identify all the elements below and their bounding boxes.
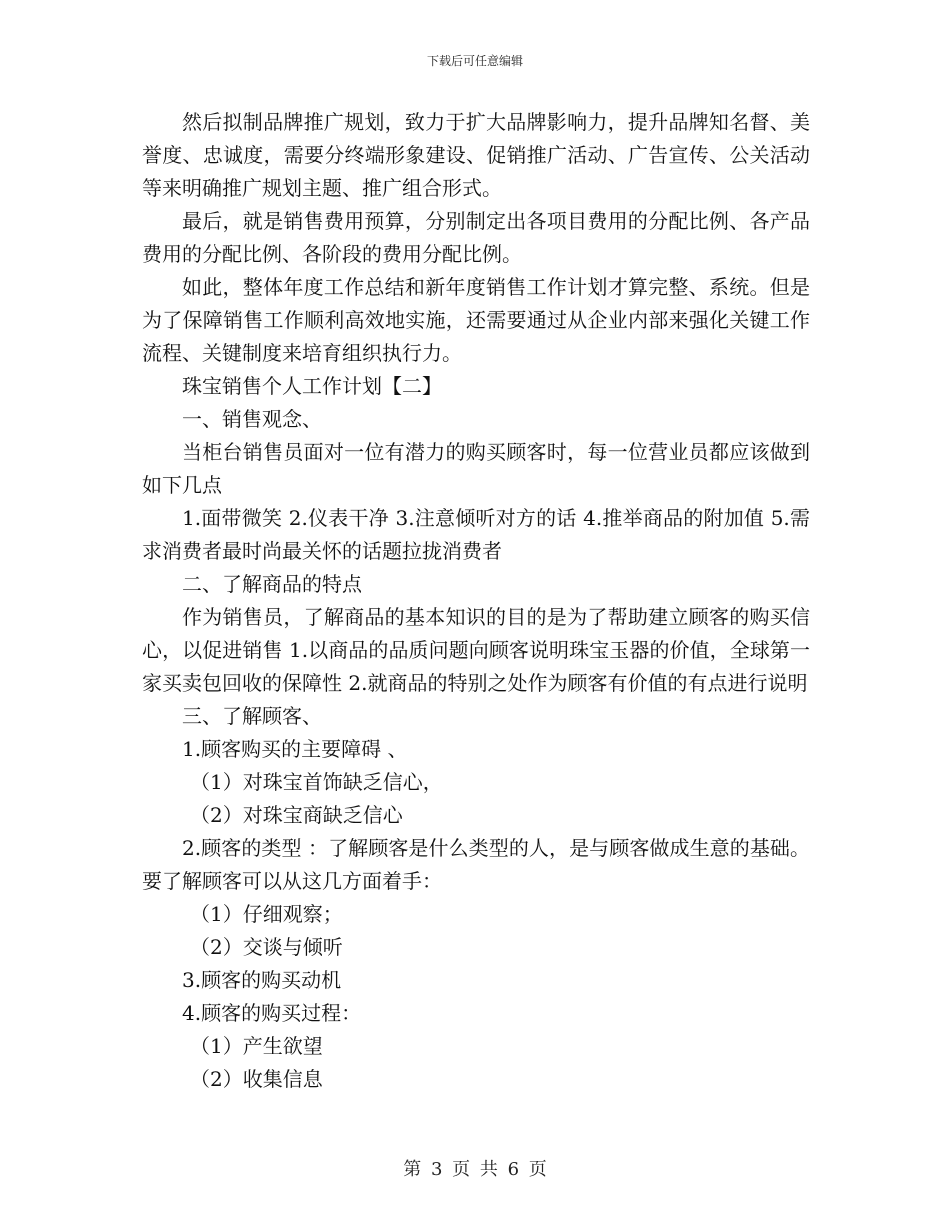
page-number: 第 3 页 共 6 页 — [403, 1159, 547, 1180]
list-item: （1）对珠宝首饰缺乏信心， — [190, 770, 443, 794]
list-item: （2）交谈与倾听 — [190, 935, 343, 959]
paragraph-brand-promotion: 然后拟制品牌推广规划，致力于扩大品牌影响力，提升品牌知名督、美誉度、忠诚度，需要分终端形象建设、促销推广活动、广告宣传、公关活动等来明确推广规划主题、推广组合形式。 — [142, 110, 810, 200]
list-item: 3.顾客的购买动机 — [182, 968, 342, 992]
heading-know-customers: 三、了解顾客、 — [182, 704, 322, 728]
list-item: 2.顾客的类型 ：了解顾客是什么类型的人，是与顾客做成生意的基础。要了解顾客可以从这几方面着手： — [142, 836, 810, 893]
list-item: （1）仔细观察； — [190, 902, 343, 926]
list-item: （2）收集信息 — [190, 1067, 323, 1091]
paragraph-sales-concept: 当柜台销售员面对一位有潜力的购买顾客时，每一位营业员都应该做到如下几点 — [142, 440, 810, 497]
paragraph-conclusion: 如此，整体年度工作总结和新年度销售工作计划才算完整、系统。但是为了保障销售工作顺利高效地实施，还需要通过从企业内部来强化关键工作流程、关键制度来培育组织执行力。 — [142, 275, 810, 365]
page-header: 下载后可任意编辑 — [426, 54, 523, 68]
paragraph-sales-budget: 最后，就是销售费用预算，分别制定出各项目费用的分配比例、各产品费用的分配比例、各阶段的费用分配比例。 — [142, 209, 810, 266]
heading-product-features: 二、了解商品的特点 — [182, 572, 362, 596]
paragraph-product-features: 作为销售员，了解商品的基本知识的目的是为了帮助建立顾客的购买信心，以促进销售 1.以商品的品质问题向顾客说明珠宝玉器的价值，全球第一家买卖包回收的保障性 2.就商品的特别之处作为顾客有价值的有点进行说明 — [142, 605, 810, 695]
section-title: 珠宝销售个人工作计划【二】 — [182, 374, 442, 398]
list-item: （2）对珠宝商缺乏信心 — [190, 803, 403, 827]
list-item: （1）产生欲望 — [190, 1034, 323, 1058]
list-sales-points: 1.面带微笑 2.仪表干净 3.注意倾听对方的话 4.推举商品的附加值 5.需求消费者最时尚最关怀的话题拉拢消费者 — [142, 506, 810, 563]
document-body — [142, 106, 810, 1096]
list-item: 4.顾客的购买过程： — [182, 1001, 362, 1025]
list-item: 1.顾客购买的主要障碍 、 — [182, 737, 408, 761]
heading-sales-concept: 一、销售观念、 — [182, 407, 322, 431]
